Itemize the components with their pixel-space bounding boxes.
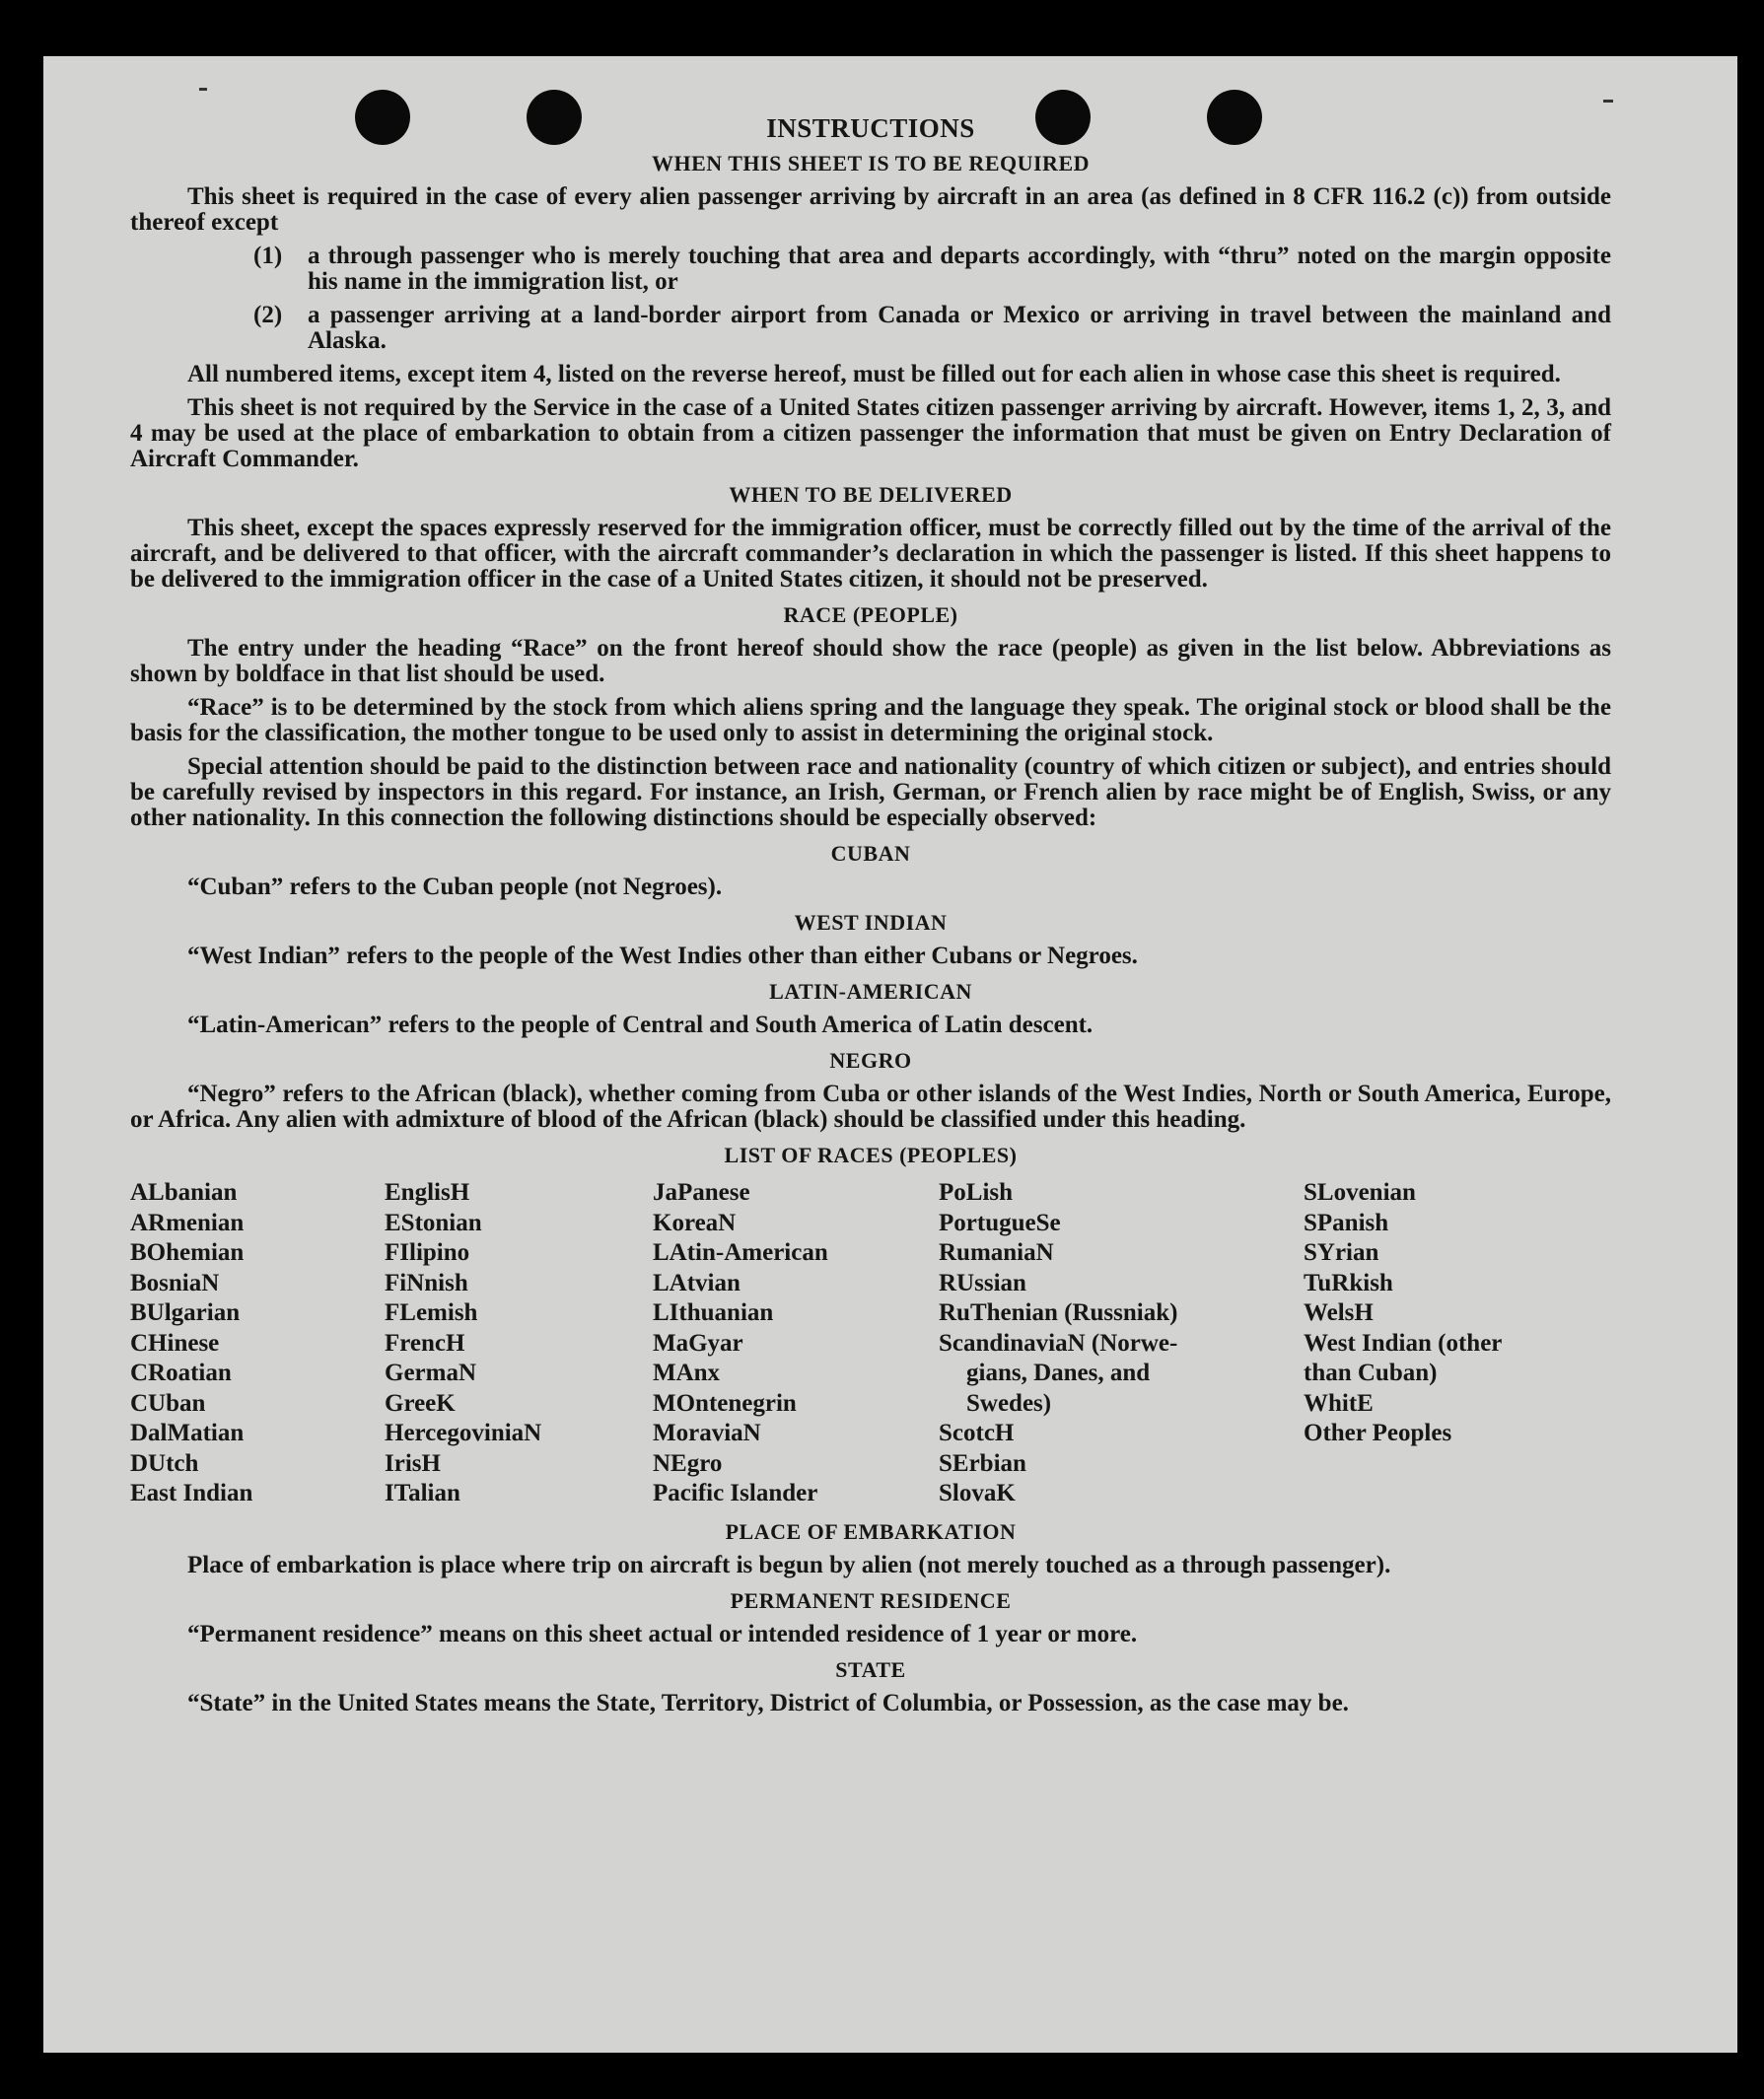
- race-list: [130, 1178, 1611, 1509]
- race-item: NEgro: [653, 1449, 723, 1477]
- race-item: Other Peoples: [1304, 1420, 1452, 1446]
- race-item: GermaN: [385, 1360, 477, 1386]
- race-item: KoreaN: [653, 1209, 737, 1236]
- race-item: BosniaN: [130, 1269, 220, 1296]
- race-item: ALbanian: [130, 1179, 238, 1206]
- race-item: IrisH: [385, 1449, 441, 1477]
- race-column: [653, 1178, 939, 1509]
- heading-when-required: WHEN THIS SHEET IS TO BE REQUIRED: [651, 151, 1091, 175]
- paragraph: This sheet, except the spaces expressly reserved for the immigration officer, must be correctly filled out by the time of the arrival of the aircraft, and be delivered to that officer, with the aircraft commander’s declaration in which the passenger is listed. If this sheet happens to be delivered to the immigration officer in the case of a United States citizen, it should not be preserved.: [130, 515, 1611, 593]
- document-sheet: [43, 56, 1737, 2053]
- paragraph: All numbered items, except item 4, listed on the reverse hereof, must be filled out for each alien in whose case this sheet is required.: [187, 361, 1561, 387]
- race-item: RUssian: [939, 1269, 1026, 1296]
- item-text: a passenger arriving at a land-border airport from Canada or Mexico or arriving in travel between the mainland and Alaska.: [308, 302, 1611, 354]
- race-item: EnglisH: [385, 1179, 470, 1206]
- race-column: [385, 1178, 653, 1509]
- race-item: BUlgarian: [130, 1299, 241, 1326]
- race-item: LAtin-American: [653, 1239, 828, 1266]
- race-column: [130, 1178, 385, 1509]
- heading-race: RACE (PEOPLE): [783, 602, 958, 627]
- race-column: [939, 1178, 1304, 1509]
- race-item: FLemish: [385, 1299, 478, 1326]
- heading-list-of-races: LIST OF RACES (PEOPLES): [724, 1143, 1018, 1167]
- race-item: SlovaK: [939, 1480, 1016, 1506]
- race-item: MoraviaN: [653, 1420, 761, 1446]
- race-item: ScotcH: [939, 1420, 1015, 1446]
- speck: [199, 88, 207, 91]
- race-column: [1304, 1178, 1611, 1509]
- instructions-content: [130, 115, 1611, 1724]
- race-item: ScandinaviaN (Norwe-: [939, 1329, 1178, 1357]
- heading-west-indian: WEST INDIAN: [794, 910, 948, 935]
- race-item: MAnx: [653, 1360, 721, 1386]
- paragraph: Special attention should be paid to the distinction between race and nationality (country of which citizen or subject), and entries should be carefully revised by inspectors in this regard. For instance, an Irish, German, or French alien by race might be of English, Swiss, or any other nationality. In this connection the following distinctions should be especially observed:: [130, 753, 1611, 831]
- heading-residence: PERMANENT RESIDENCE: [730, 1587, 1012, 1613]
- race-item: SLovenian: [1304, 1179, 1416, 1206]
- race-item: HercegoviniaN: [385, 1420, 542, 1446]
- race-item: Swedes): [966, 1389, 1052, 1417]
- race-item: FrencH: [385, 1329, 465, 1357]
- race-item: CHinese: [130, 1329, 220, 1357]
- paragraph: The entry under the heading “Race” on the front hereof should show the race (people) as given in the list below. Abbreviations as shown by boldface in that list should be used.: [130, 635, 1611, 687]
- race-item: GreeK: [385, 1389, 456, 1417]
- page-title: INSTRUCTIONS: [766, 113, 975, 143]
- race-item: SPanish: [1304, 1209, 1389, 1236]
- race-item: ARmenian: [130, 1209, 245, 1236]
- paragraph: “Permanent residence” means on this sheet actual or intended residence of 1 year or more.: [187, 1620, 1138, 1647]
- race-item: WelsH: [1304, 1299, 1374, 1326]
- race-item: MaGyar: [653, 1329, 743, 1357]
- race-item: than Cuban): [1304, 1360, 1438, 1386]
- item-number: (2): [253, 302, 283, 328]
- exception-item: [130, 303, 1611, 354]
- paragraph: This sheet is not required by the Service in the case of a United States citizen passenger arriving by aircraft. However, items 1, 2, 3, and 4 may be used at the place of embarkation to obtain from a citizen passenger the information that must be given on Entry Declaration of Aircraft Commander.: [130, 394, 1611, 472]
- race-item: ITalian: [385, 1480, 460, 1506]
- race-item: PoLish: [939, 1179, 1014, 1206]
- paragraph: “Negro” refers to the African (black), whether coming from Cuba or other islands of the West Indies, North or South America, Europe, or Africa. Any alien with admixture of blood of the African (black) should be classified under this heading.: [130, 1081, 1611, 1133]
- race-item: JaPanese: [653, 1179, 750, 1206]
- race-item: CRoatian: [130, 1360, 232, 1386]
- paragraph: Place of embarkation is place where trip on aircraft is begun by alien (not merely touched as a through passenger).: [187, 1551, 1391, 1578]
- paragraph: “Race” is to be determined by the stock from which aliens spring and the language they speak. The original stock or blood shall be the basis for the classification, the mother tongue to be used only to assist in determining the original stock.: [130, 694, 1611, 746]
- race-item: MOntenegrin: [653, 1389, 797, 1417]
- race-item: RumaniaN: [939, 1239, 1054, 1266]
- exception-item: [130, 244, 1611, 295]
- race-item: West Indian (other: [1304, 1329, 1503, 1357]
- item-number: (1): [253, 243, 283, 269]
- race-item: FiNnish: [385, 1269, 468, 1296]
- paragraph: “Latin-American” refers to the people of Central and South America of Latin descent.: [187, 1012, 1094, 1038]
- race-item: East Indian: [130, 1480, 253, 1506]
- heading-when-delivered: WHEN TO BE DELIVERED: [729, 482, 1013, 507]
- race-item: PortugueSe: [939, 1209, 1061, 1236]
- race-item: CUban: [130, 1389, 206, 1417]
- paragraph: “Cuban” refers to the Cuban people (not Negroes).: [187, 874, 723, 900]
- race-item: FIlipino: [385, 1239, 470, 1266]
- race-item: BOhemian: [130, 1239, 245, 1266]
- heading-state: STATE: [835, 1656, 906, 1682]
- race-item: RuThenian (Russniak): [939, 1299, 1178, 1326]
- paragraph: This sheet is required in the case of every alien passenger arriving by aircraft in an area (as defined in 8 CFR 116.2 (c)) from outside thereof except: [130, 183, 1611, 236]
- paragraph: “West Indian” refers to the people of the West Indies other than either Cubans or Negroes.: [187, 943, 1138, 969]
- race-item: SYrian: [1304, 1239, 1379, 1266]
- race-item: TuRkish: [1304, 1269, 1393, 1296]
- race-item: DalMatian: [130, 1420, 245, 1446]
- heading-cuban: CUBAN: [830, 841, 911, 866]
- race-item: LIthuanian: [653, 1299, 774, 1326]
- race-item: Pacific Islander: [653, 1480, 818, 1506]
- heading-latin-american: LATIN-AMERICAN: [769, 979, 972, 1004]
- heading-negro: NEGRO: [829, 1048, 912, 1073]
- paragraph: “State” in the United States means the State, Territory, District of Columbia, or Possession, as the case may be.: [187, 1689, 1349, 1716]
- race-item: DUtch: [130, 1449, 199, 1477]
- race-item: gians, Danes, and: [966, 1360, 1151, 1386]
- item-text: a through passenger who is merely touching that area and departs accordingly, with “thru” noted on the margin opposite his name in the immigration list, or: [308, 243, 1611, 295]
- race-item: EStonian: [385, 1209, 482, 1236]
- speck: [1603, 100, 1613, 103]
- race-item: LAtvian: [653, 1269, 741, 1296]
- race-item: WhitE: [1304, 1389, 1374, 1417]
- race-item: SErbian: [939, 1449, 1026, 1477]
- heading-embarkation: PLACE OF EMBARKATION: [725, 1518, 1017, 1544]
